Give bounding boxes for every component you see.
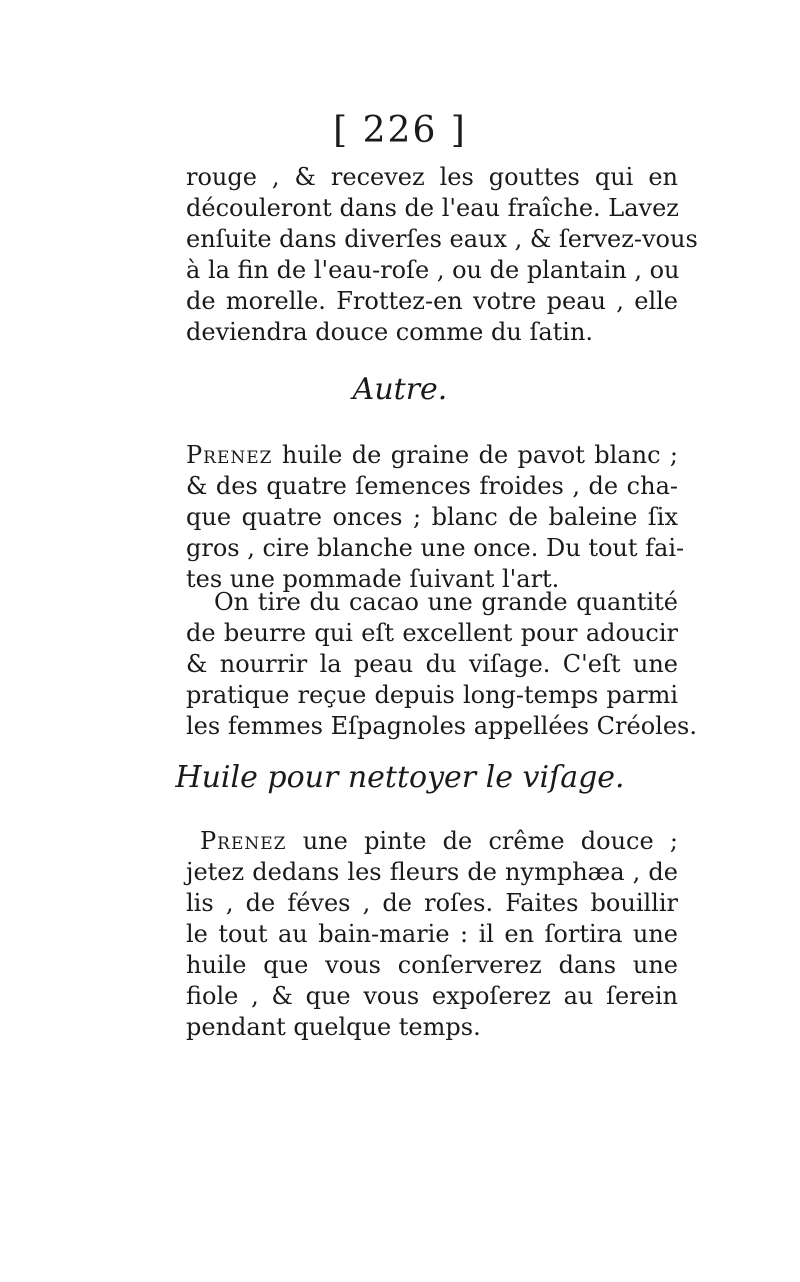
text-line: découleront dans de l'eau fraîche. Lavez (186, 194, 679, 222)
text-line: lis , de féves , de roſes. Faites bouillir (186, 889, 678, 917)
text-line: de beurre qui eſt excellent pour adoucir (186, 619, 678, 647)
text-line: de morelle. Frottez-en votre peau , elle (186, 287, 678, 315)
lead-word: Prenez (186, 441, 273, 469)
text-line: pratique reçue depuis long-temps parmi (186, 681, 678, 709)
paragraph-continuation (186, 162, 698, 348)
text-line: huile que vous conſerverez dans une (186, 951, 678, 979)
text-line: & nourrir la peau du viſage. C'eſt une (186, 650, 678, 678)
text-line: le tout au bain-marie : il en ſortira une (186, 920, 678, 948)
text-line: les femmes Eſpagnoles appellées Créoles. (186, 712, 697, 740)
text-line: & des quatre ſemences froides , de cha- (186, 472, 678, 500)
text-line: fiole , & que vous expoſerez au ſerein (186, 982, 678, 1010)
text-line: jetez dedans les fleurs de nymphæa , de (186, 858, 678, 886)
text-line: tes une pommade ſuivant l'art. (186, 565, 560, 593)
text-line: On tire du cacao une grande quantité (214, 588, 678, 616)
page-number: [ 226 ] (333, 110, 467, 151)
section-heading-autre: Autre. (352, 372, 448, 407)
text-line: que quatre onces ; blanc de baleine ſix (186, 503, 678, 531)
lead-word: Prenez (200, 827, 287, 855)
text-line: gros , cire blanche une once. Du tout fai- (186, 534, 685, 562)
text-line-first (186, 440, 678, 471)
paragraph-recipe-pommade (186, 440, 685, 595)
lead-rest: huile de graine de pavot blanc ; (281, 441, 678, 469)
text-line-first (186, 826, 678, 857)
lead-rest: une pinte de crême douce ; (302, 827, 679, 855)
paragraph-cacao (186, 587, 697, 742)
section-heading-huile: Huile pour nettoyer le viſage. (175, 760, 625, 795)
text-line: rouge , & recevez les gouttes qui en (186, 163, 678, 191)
text-line: pendant quelque temps. (186, 1013, 481, 1041)
text-line: enſuite dans diverſes eaux , & ſervez-vous (186, 225, 698, 253)
paragraph-recipe-huile (186, 826, 678, 1043)
text-line: à la fin de l'eau-roſe , ou de plantain , ou (186, 256, 680, 284)
text-line: deviendra douce comme du ſatin. (186, 318, 594, 346)
